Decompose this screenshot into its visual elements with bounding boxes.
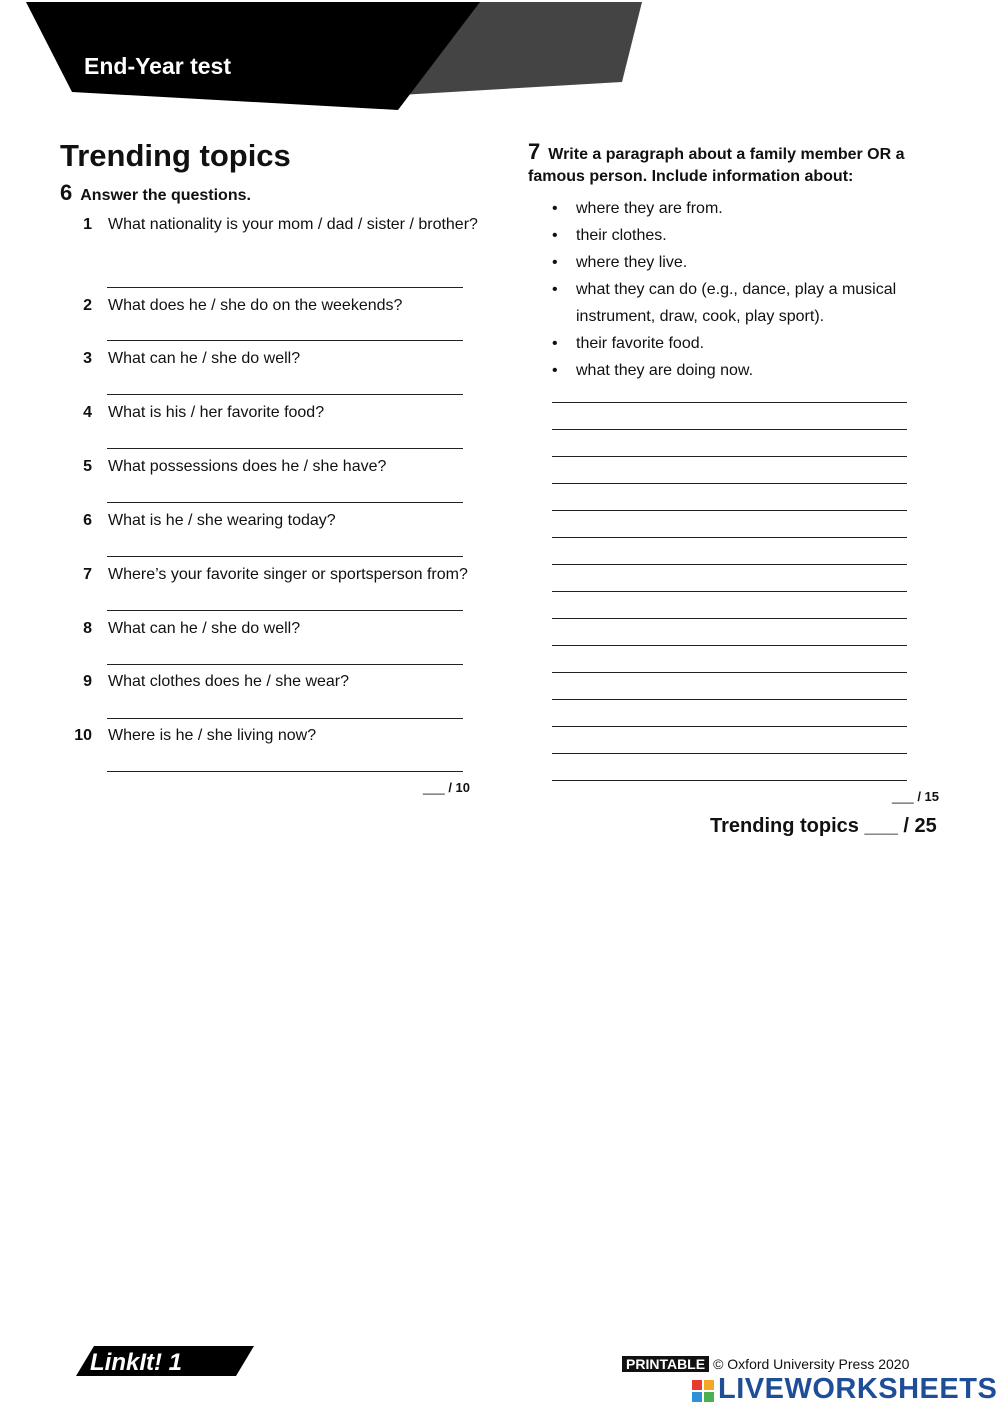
answer-line-8[interactable] bbox=[107, 664, 463, 665]
question-text: What nationality is your mom / dad / sister / brother? bbox=[108, 216, 478, 233]
exercise-7-bullets bbox=[552, 195, 932, 384]
question-number: 6 bbox=[83, 512, 92, 529]
bullet-icon: • bbox=[552, 200, 558, 217]
exercise-6-heading bbox=[60, 180, 251, 206]
section-title: Trending topics bbox=[60, 138, 291, 173]
link-it-logo bbox=[66, 1340, 261, 1380]
answer-line-3[interactable] bbox=[107, 394, 463, 395]
question-number: 8 bbox=[83, 620, 92, 637]
bullet-text: what they can do (e.g., dance, play a musical instrument, draw, cook, play sport). bbox=[576, 281, 897, 325]
liveworksheets-brand[interactable]: LIVEWORKSHEETS bbox=[718, 1373, 998, 1405]
answer-line-5[interactable] bbox=[107, 502, 463, 503]
score-total: / 15 bbox=[917, 789, 940, 804]
answer-line-6[interactable] bbox=[107, 556, 463, 557]
score-total: / 10 bbox=[448, 780, 471, 795]
writing-line[interactable] bbox=[552, 402, 907, 403]
question-text: What can he / she do well? bbox=[108, 620, 301, 637]
question-text: What possessions does he / she have? bbox=[108, 458, 387, 475]
writing-line[interactable] bbox=[552, 510, 907, 511]
bullet-icon: • bbox=[552, 227, 558, 244]
printable-tag: PRINTABLE bbox=[622, 1356, 709, 1372]
total-out-of: / 25 bbox=[903, 815, 937, 837]
question-number: 2 bbox=[83, 297, 92, 314]
question-text: What clothes does he / she wear? bbox=[108, 673, 350, 690]
question-text: What does he / she do on the weekends? bbox=[108, 297, 403, 314]
bullet-icon: • bbox=[552, 362, 558, 379]
bullet-icon: • bbox=[552, 254, 558, 271]
writing-line[interactable] bbox=[552, 672, 907, 673]
writing-line[interactable] bbox=[552, 429, 907, 430]
bullet-text: where they live. bbox=[576, 254, 688, 271]
copyright: © Oxford University Press 2020 bbox=[713, 1356, 910, 1372]
question-number: 5 bbox=[83, 458, 92, 475]
exercise-7-instruction: Write a paragraph about a family member OR a famous person. Include information about: bbox=[528, 146, 905, 185]
question-text: Where is he / she living now? bbox=[108, 727, 317, 744]
total-blank[interactable]: ___ bbox=[864, 815, 898, 837]
writing-line[interactable] bbox=[552, 753, 907, 754]
writing-line[interactable] bbox=[552, 726, 907, 727]
score-blank[interactable]: ___ bbox=[892, 789, 914, 804]
writing-line[interactable] bbox=[552, 591, 907, 592]
list-item bbox=[552, 330, 932, 357]
bullet-text: where they are from. bbox=[576, 200, 723, 217]
writing-line[interactable] bbox=[552, 780, 907, 781]
question-number: 7 bbox=[83, 566, 92, 583]
bullet-text: their favorite food. bbox=[576, 335, 705, 352]
bullet-text: their clothes. bbox=[576, 227, 667, 244]
question-number: 1 bbox=[83, 216, 92, 233]
liveworksheets-icon bbox=[692, 1380, 714, 1402]
total-score bbox=[710, 815, 937, 838]
writing-line[interactable] bbox=[552, 456, 907, 457]
list-item bbox=[552, 249, 932, 276]
question-text: What is his / her favorite food? bbox=[108, 404, 325, 421]
exercise-7-heading bbox=[528, 141, 938, 188]
list-item bbox=[552, 276, 932, 330]
answer-line-2[interactable] bbox=[107, 340, 463, 341]
writing-line[interactable] bbox=[552, 645, 907, 646]
question-number: 3 bbox=[83, 350, 92, 367]
writing-line[interactable] bbox=[552, 483, 907, 484]
exercise-6-number: 6 bbox=[60, 180, 73, 205]
bullet-text: what they are doing now. bbox=[576, 362, 754, 379]
answer-line-10[interactable] bbox=[107, 771, 463, 772]
writing-line[interactable] bbox=[552, 699, 907, 700]
list-item bbox=[552, 222, 932, 249]
test-title: End-Year test bbox=[84, 53, 231, 79]
writing-line[interactable] bbox=[552, 618, 907, 619]
question-number: 10 bbox=[74, 727, 92, 744]
writing-line[interactable] bbox=[552, 537, 907, 538]
logo-text: LinkIt! 1 bbox=[90, 1349, 183, 1376]
exercise-7-score bbox=[892, 789, 939, 804]
total-label: Trending topics bbox=[710, 815, 859, 837]
list-item bbox=[552, 195, 932, 222]
question-number: 9 bbox=[83, 673, 92, 690]
exercise-7-number: 7 bbox=[528, 139, 541, 164]
printable-notice bbox=[622, 1356, 909, 1372]
question-number: 4 bbox=[83, 404, 92, 421]
question-text: What is he / she wearing today? bbox=[108, 512, 336, 529]
answer-line-4[interactable] bbox=[107, 448, 463, 449]
answer-line-7[interactable] bbox=[107, 610, 463, 611]
question-text: Where’s your favorite singer or sportsperson from? bbox=[108, 566, 468, 583]
writing-line[interactable] bbox=[552, 564, 907, 565]
bullet-icon: • bbox=[552, 281, 558, 298]
answer-line-9[interactable] bbox=[107, 718, 463, 719]
question-text: What can he / she do well? bbox=[108, 350, 301, 367]
bullet-icon: • bbox=[552, 335, 558, 352]
list-item bbox=[552, 357, 932, 384]
score-blank[interactable]: ___ bbox=[423, 780, 445, 795]
exercise-6-score bbox=[423, 780, 470, 795]
answer-line-1[interactable] bbox=[107, 287, 463, 288]
exercise-6-instruction: Answer the questions. bbox=[80, 187, 251, 204]
